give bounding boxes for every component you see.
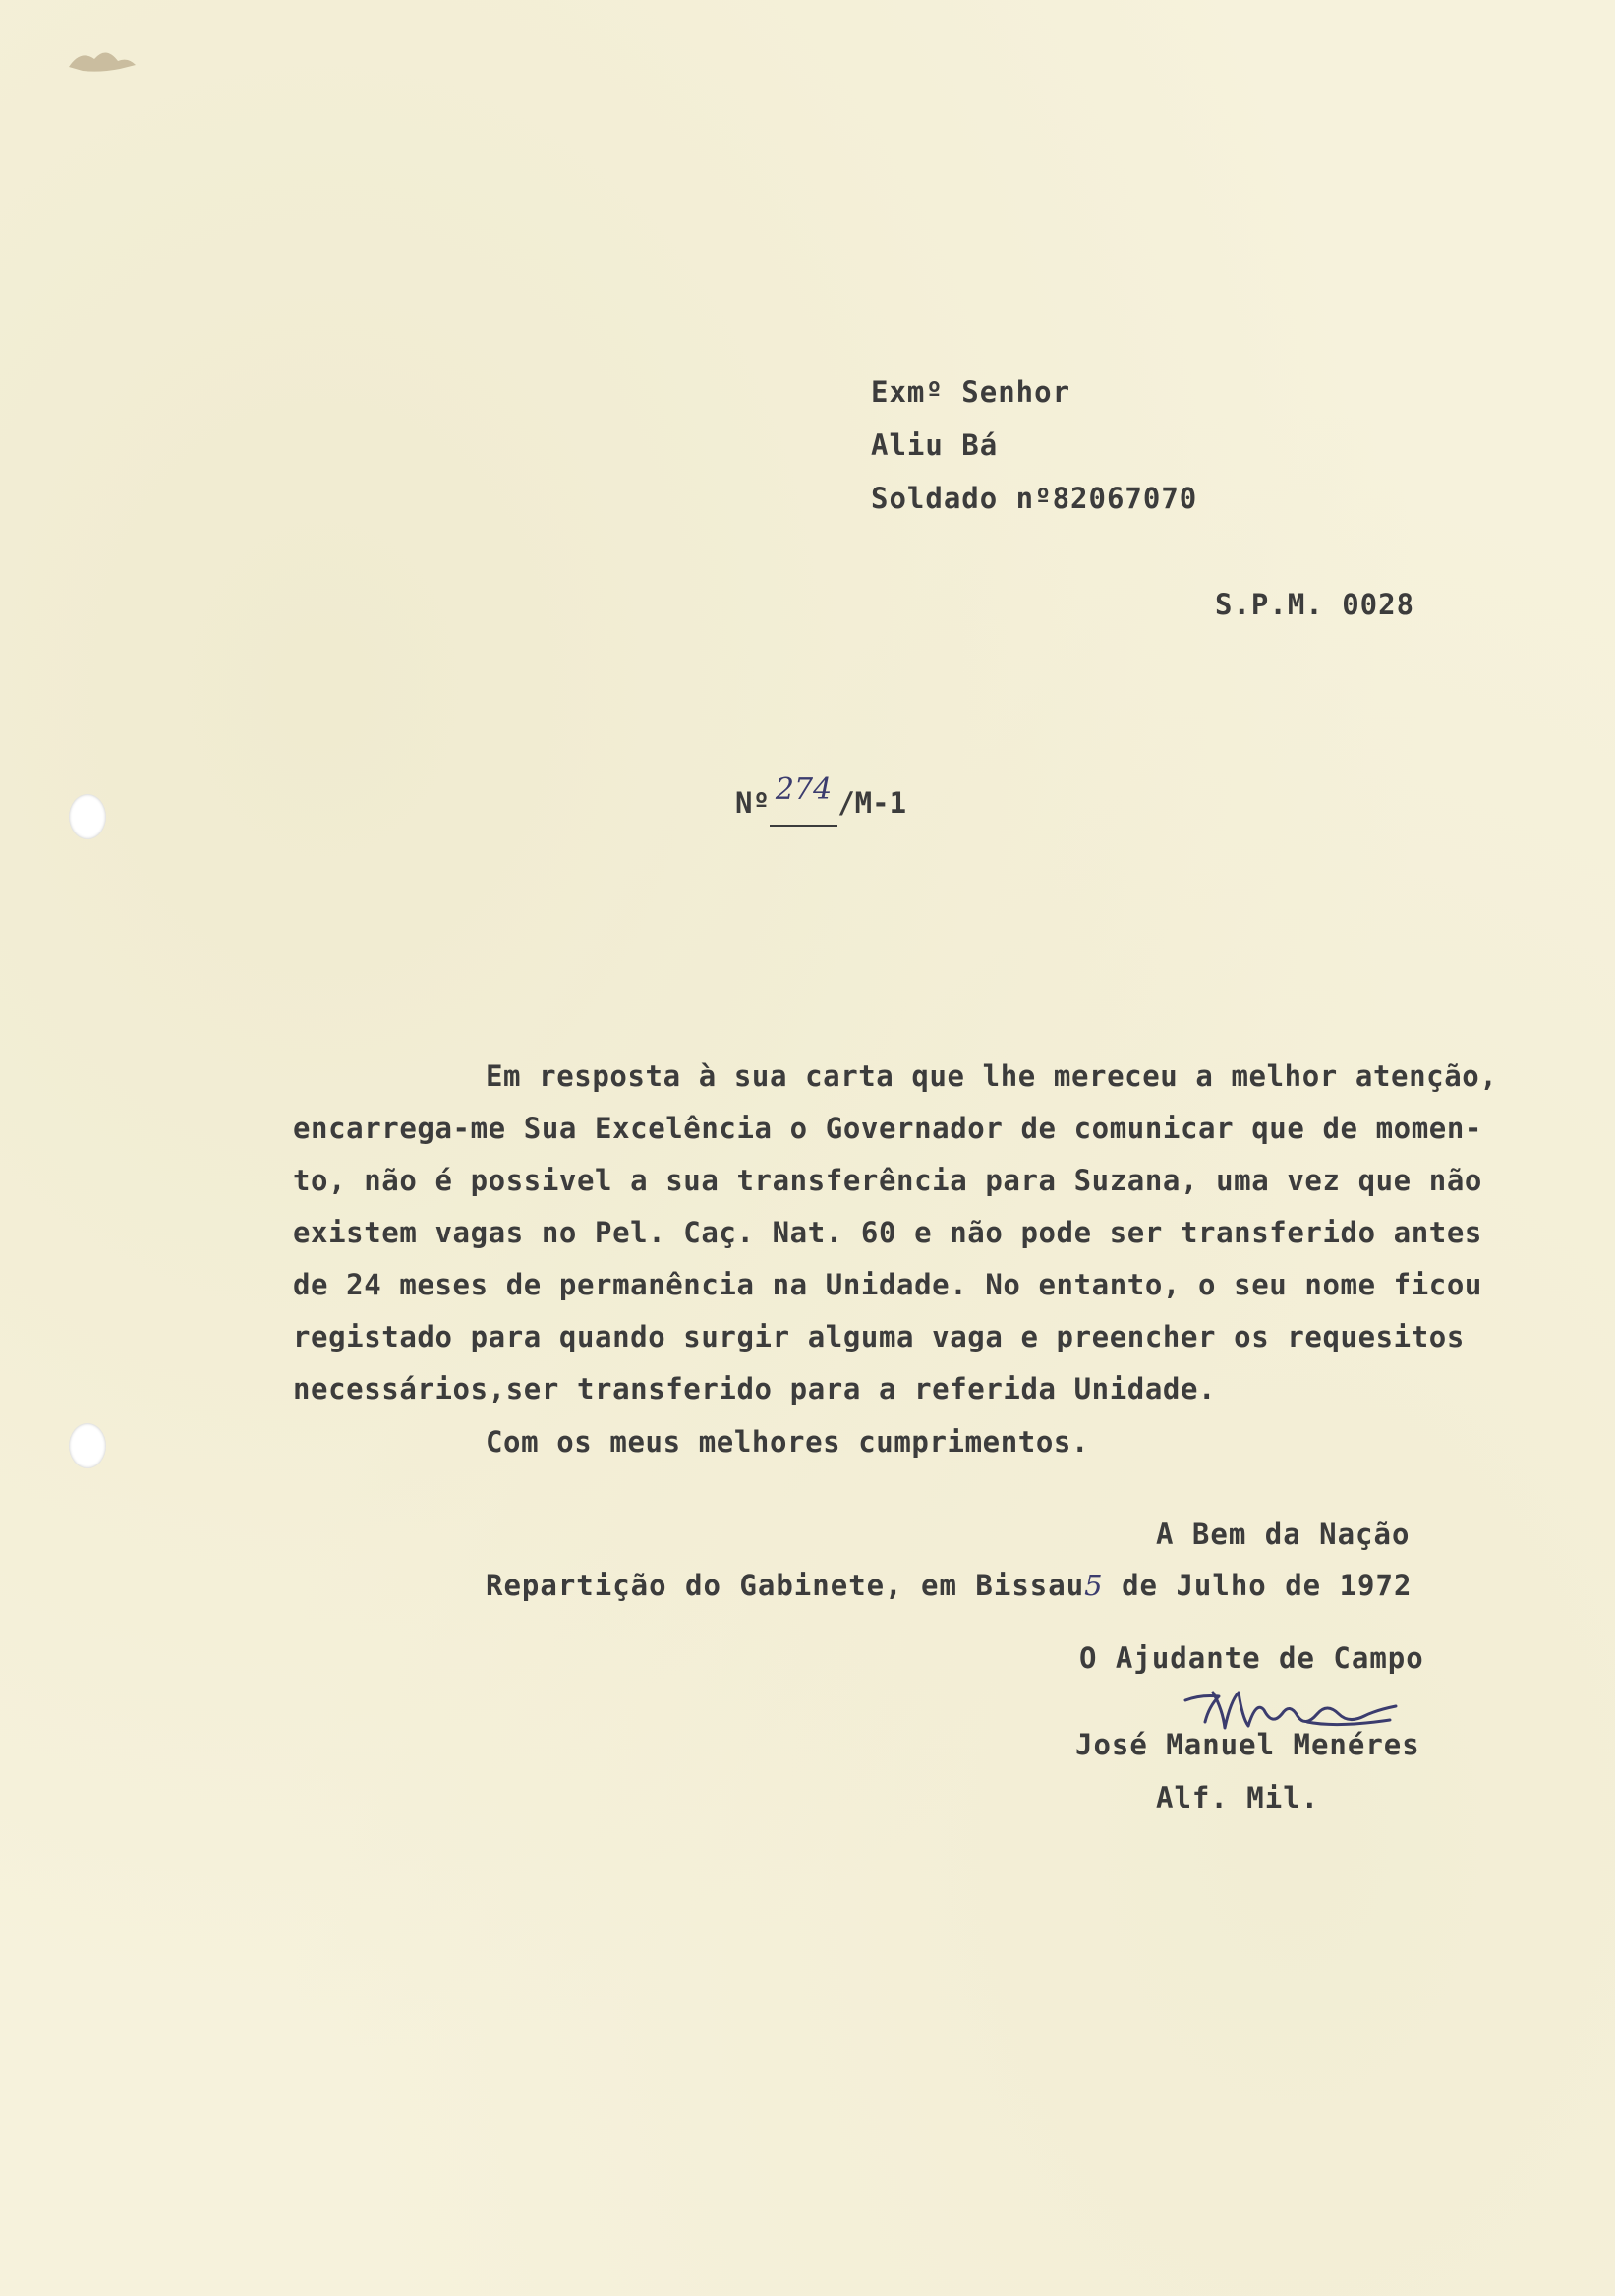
recipient-salutation: Exmº Senhor <box>871 375 1071 409</box>
date-line <box>486 1569 1412 1602</box>
body-line: encarrega-me Sua Excelência o Governador de comunicar que de momen- <box>293 1112 1482 1145</box>
body-line: necessários,ser transferido para a referida Unidade. <box>293 1372 1217 1406</box>
reference-suffix: /M-1 <box>837 786 907 820</box>
ink-smudge <box>61 39 140 79</box>
place-prefix: Repartição do Gabinete, em Bissau <box>486 1569 1085 1602</box>
body-line: to, não é possivel a sua transferência para Suzana, uma vez que não <box>293 1164 1482 1197</box>
reference-handwritten-number: 274 <box>775 773 833 807</box>
body-line: existem vagas no Pel. Caç. Nat. 60 e não pode ser transferido antes <box>293 1216 1482 1249</box>
signatory-rank: Alf. Mil. <box>1156 1781 1320 1814</box>
postal-service: S.P.M. 0028 <box>1215 588 1415 621</box>
signatory-name: José Manuel Menéres <box>1075 1728 1420 1761</box>
reference-prefix: Nº <box>735 786 770 820</box>
motto: A Bem da Nação <box>1156 1518 1411 1551</box>
body-line: registado para quando surgir alguma vaga e preencher os requesitos <box>293 1320 1465 1353</box>
recipient-name: Aliu Bá <box>871 429 999 462</box>
date-suffix: de Julho de 1972 <box>1103 1569 1413 1602</box>
signatory-role: O Ajudante de Campo <box>1079 1641 1424 1675</box>
recipient-rank-number: Soldado nº82067070 <box>871 482 1198 515</box>
reference-underline <box>770 773 837 827</box>
punch-hole-top <box>69 794 106 839</box>
handwritten-day: 5 <box>1084 1569 1104 1602</box>
body-line: de 24 meses de permanência na Unidade. No entanto, o seu nome ficou <box>293 1268 1482 1301</box>
reference-number <box>735 773 907 827</box>
punch-hole-bottom <box>69 1423 106 1468</box>
closing-line: Com os meus melhores cumprimentos. <box>486 1425 1090 1459</box>
body-line: Em resposta à sua carta que lhe mereceu a melhor atenção, <box>486 1060 1498 1093</box>
